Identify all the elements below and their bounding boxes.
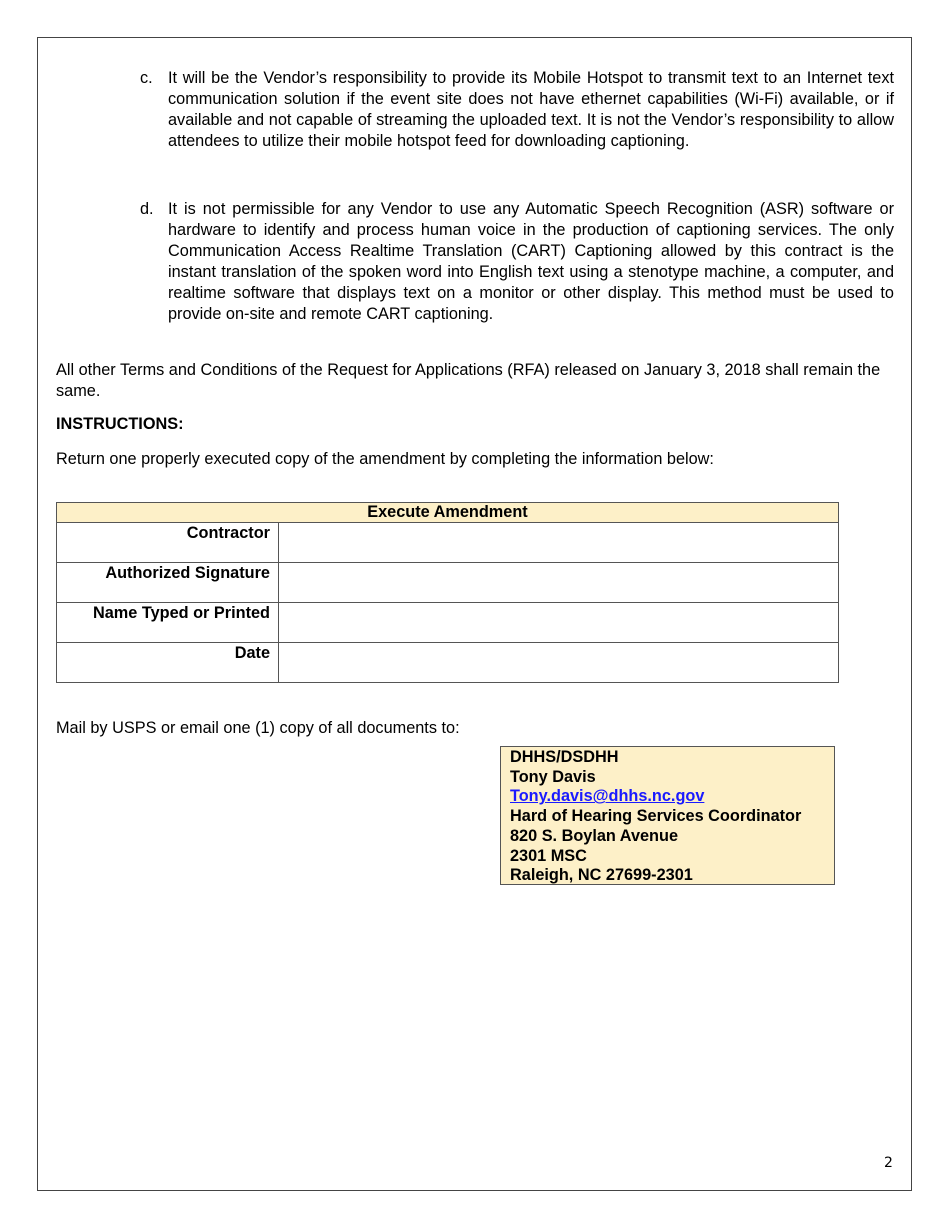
address-street: 820 S. Boylan Avenue [510,826,679,845]
name-typed-label: Name Typed or Printed [57,603,279,643]
table-title: Execute Amendment [57,503,839,523]
instructions-heading: INSTRUCTIONS: [56,415,184,433]
address-org: DHHS/DSDHH [510,748,619,766]
table-row [57,563,839,603]
list-marker: c. [140,69,153,87]
address-city: Raleigh, NC 27699-2301 [510,866,693,885]
instructions-text: Return one properly executed copy of the amendment by completing the information below: [56,450,714,468]
date-field[interactable] [279,643,839,683]
authorized-signature-label: Authorized Signature [57,563,279,603]
table-row [57,603,839,643]
date-label: Date [57,643,279,683]
name-typed-field[interactable] [279,603,839,643]
address-title: Hard of Hearing Services Coordinator [510,807,802,826]
address-name: Tony Davis [510,767,596,786]
list-item-text: It will be the Vendor’s responsibility to provide its Mobile Hotspot to transmit text to an Internet text communication solution if the event site does not have ethernet capabilities (Wi-Fi) available, or if available and not capable of streaming the uploaded text. It is not the Vendor’s responsibility to allow attendees to utilize their mobile hotspot feed for downloading captioning. [168,69,894,150]
address-msc: 2301 MSC [510,846,587,865]
mail-instructions: Mail by USPS or email one (1) copy of all documents to: [56,719,460,737]
email-link[interactable]: Tony.davis@dhhs.nc.gov [510,787,705,806]
list-item-d [140,199,894,325]
terms-paragraph: All other Terms and Conditions of the Request for Applications (RFA) released on January 3, 2018 shall remain the same. [56,361,881,400]
list-item-c [140,68,894,152]
page-number: 2 [884,1155,893,1171]
contractor-field[interactable] [279,523,839,563]
execute-amendment-table [56,502,839,683]
list-item-text: It is not permissible for any Vendor to use any Automatic Speech Recognition (ASR) software or hardware to identify and process human voice in the production of captioning services. The only Communication Access Realtime Translation (CART) Captioning allowed by this contract is the instant translation of the spoken word into English text using a stenotype machine, a computer, and realtime software that displays text on a monitor or other display. This method must be used to provide on-site and remote CART captioning. [168,200,894,323]
table-row [57,643,839,683]
contractor-label: Contractor [57,523,279,563]
authorized-signature-field[interactable] [279,563,839,603]
address-box [500,746,835,885]
list-marker: d. [140,200,154,218]
table-row [57,523,839,563]
